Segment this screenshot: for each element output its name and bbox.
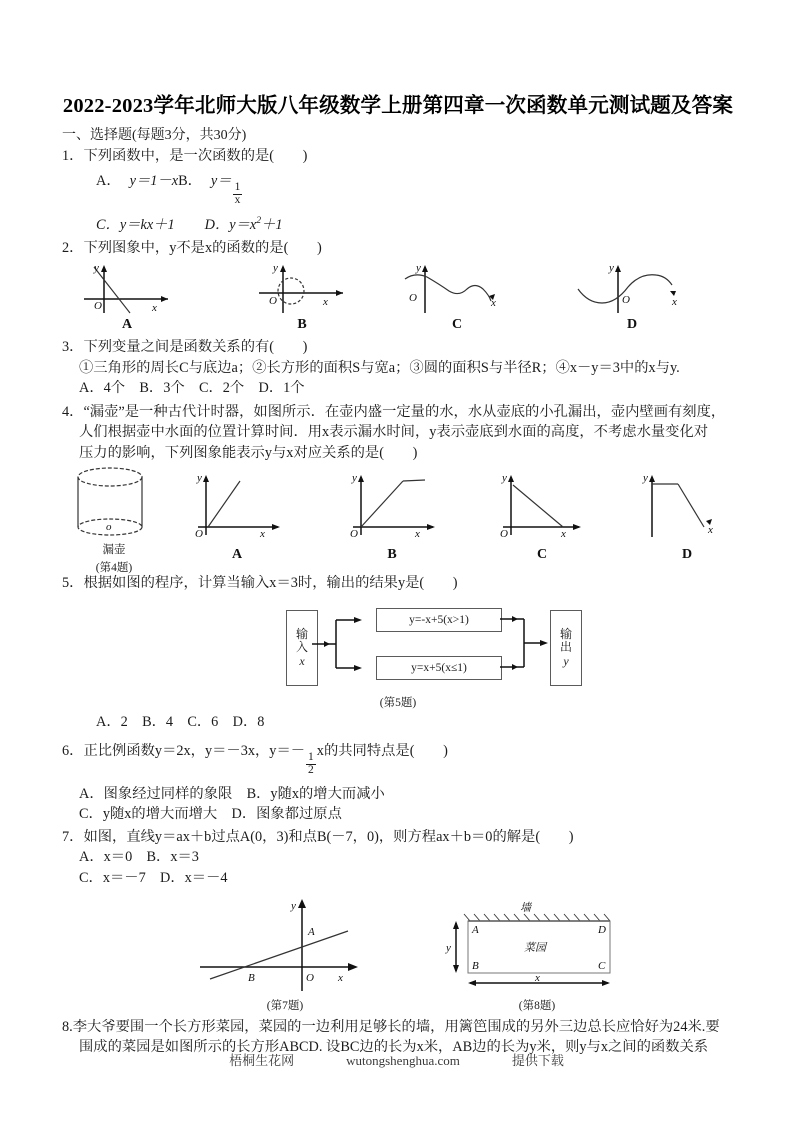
q7-point-b-label: B <box>248 971 255 984</box>
flow-output-char-2: 出 <box>559 640 572 655</box>
flow-output-char-3: y <box>563 653 569 668</box>
question-6-options-ab: A．图象经过同样的象限 B．y随x的增大而减小 <box>79 785 385 802</box>
q2a-origin-label: O <box>94 300 102 313</box>
q8-figure <box>442 899 793 995</box>
question-4-stem-line2: 人们根据壶中水面的位置计算时间．用x表示漏水时间，y表示壶底到水面的高度，不考虑水量变化对 <box>79 424 709 441</box>
q4b-origin-label: O <box>350 528 358 541</box>
q7-x-label: x <box>338 971 343 984</box>
q4-vessel-figure <box>62 465 166 543</box>
q2b-x-label: x <box>323 296 328 309</box>
question-7-options-cd: C．x＝－7 D．x＝－4 <box>79 870 228 887</box>
q6-frac-denominator: 2 <box>308 763 314 776</box>
q8-dim-y-label: y <box>446 941 451 954</box>
q1-opt-b-label: B． <box>178 173 202 190</box>
page-footer <box>0 1050 793 1069</box>
question-5-flowchart <box>62 598 734 710</box>
q4-figure-d <box>632 471 742 539</box>
flow-output-box <box>550 610 582 686</box>
q7-figure <box>190 895 380 995</box>
footer-site-name: 梧桐生花网 <box>229 1053 295 1068</box>
section-heading: 一、选择题(每题3分，共30分) <box>62 128 247 144</box>
page-title: 2022-2023学年北师大版八年级数学上册第四章一次函数单元测试题及答案 <box>62 95 734 117</box>
question-8-stem-line1: 8.李大爷要围一个长方形菜园，菜园的一边利用足够长的墙，用篱笆围成的另外三边总长应恰好为24米.要 <box>62 1018 720 1035</box>
q2c-y-label: y <box>416 262 421 275</box>
q4-vessel-caption: (第4题) <box>95 562 133 575</box>
q8-figure-caption: (第8题) <box>518 999 556 1012</box>
q4b-y-label: y <box>352 472 357 485</box>
q1-opt-b-expr: y＝ <box>210 173 232 190</box>
q4b-x-label: x <box>415 528 420 541</box>
q1-opt-b-fraction <box>233 182 243 207</box>
question-7-8-figure-row <box>62 895 734 1013</box>
q2-figure-c-label: C <box>451 317 463 333</box>
q4-figure-b <box>337 471 447 539</box>
question-4-figure-row <box>62 465 734 575</box>
flow-input-char-1: 输 <box>295 626 308 641</box>
question-6-stem <box>62 741 734 777</box>
question-5-stem: 5．根据如图的程序，计算当输入x＝3时，输出的结果y是( ) <box>62 575 458 592</box>
flow-branch-bottom-box: y=x+5(x≤1) <box>376 656 502 680</box>
q4c-y-label: y <box>502 472 507 485</box>
q6-stem-post: x的共同特点是( ) <box>316 742 448 759</box>
q2c-x-label: x <box>491 297 496 310</box>
q4a-origin-label: O <box>195 528 203 541</box>
q4d-y-label: y <box>643 472 648 485</box>
question-2-figure-row <box>62 261 734 333</box>
q6-fraction <box>306 752 316 777</box>
q4-figure-b-label: B <box>387 547 397 563</box>
q1-opt-d-exponent: 2 <box>256 215 262 227</box>
q2c-origin-label: O <box>409 292 417 305</box>
q4-figure-a <box>182 471 292 539</box>
q1-frac-denominator: x <box>234 194 241 207</box>
q7-point-a-label: A <box>308 925 315 938</box>
flow-input-char-3: x <box>299 653 305 668</box>
q1-opt-d-pre: D．y＝x <box>204 216 257 233</box>
q8-corner-a-label: A <box>472 923 479 936</box>
q8-corner-b-label: B <box>472 959 479 972</box>
q7-origin-label: O <box>306 971 314 984</box>
q4d-x-label: x <box>708 524 713 537</box>
question-7-options-ab: A．x＝0 B．x＝3 <box>79 849 199 866</box>
q4c-x-label: x <box>561 528 566 541</box>
q2d-origin-label: O <box>622 294 630 307</box>
q4-figure-c-label: C <box>536 547 548 563</box>
page-content <box>62 92 734 1058</box>
q1-opt-a-expr: y＝1－x <box>129 173 179 190</box>
q2a-x-label: x <box>152 302 157 315</box>
q2d-y-label: y <box>609 262 614 275</box>
q6-stem-pre: 6．正比例函数y＝2x，y＝－3x，y＝－ <box>62 742 306 759</box>
q4a-y-label: y <box>197 472 202 485</box>
question-1-options-row2 <box>62 214 734 235</box>
q2-figure-b <box>247 261 357 317</box>
q8-corner-d-label: D <box>598 923 606 936</box>
q2b-y-label: y <box>273 262 278 275</box>
q4-vessel-label: 漏壶 <box>102 544 126 557</box>
q8-wall-label: 墙 <box>520 901 531 914</box>
question-4-stem-line1: 4．“漏壶”是一种古代计时器，如图所示．在壶内盛一定量的水，水从壶底的小孔漏出，壶内壁画有刻度， <box>62 403 726 420</box>
q5-figure-caption: (第5题) <box>379 697 417 710</box>
q4a-x-label: x <box>260 528 265 541</box>
q4-figure-d-label: D <box>681 547 693 563</box>
q1-opt-c: C．y＝kx＋1 <box>96 216 175 233</box>
footer-action: 提供下载 <box>511 1053 564 1068</box>
q8-dim-x-label: x <box>535 971 540 984</box>
q2b-origin-label: O <box>269 295 277 308</box>
question-4-stem-line3: 压力的影响，下列图象能表示y与x对应关系的是( ) <box>79 444 418 461</box>
q2d-x-label: x <box>672 296 677 309</box>
q2-figure-a <box>72 261 182 317</box>
question-6-options-cd: C．y随x的增大而增大 D．图象都过原点 <box>79 806 342 823</box>
q2-figure-d <box>572 261 692 317</box>
q1-opt-d-post: ＋1 <box>261 216 283 233</box>
q6-frac-numerator: 1 <box>308 750 314 763</box>
q2-figure-c <box>397 261 517 317</box>
q8-inner-label: 菜园 <box>524 941 546 954</box>
q1-opt-d <box>205 217 283 233</box>
flow-branch-top-box: y=-x+5(x>1) <box>376 608 502 632</box>
question-1-options-row1 <box>62 171 734 207</box>
flow-output-char-1: 输 <box>559 626 572 641</box>
question-3-options: A．4个 B．3个 C．2个 D．1个 <box>79 380 305 397</box>
question-5-options: A．2 B．4 C．6 D．8 <box>96 714 265 731</box>
q1-frac-numerator: 1 <box>234 181 241 194</box>
q1-opt-a-label: A． <box>96 173 121 190</box>
q2-figure-a-label: A <box>121 317 133 333</box>
q2a-y-label: y <box>94 262 99 275</box>
question-1-stem: 1．下列函数中，是一次函数的是( ) <box>62 148 308 165</box>
q7-y-label: y <box>291 899 296 912</box>
question-7-stem: 7．如图，直线y＝ax＋b过点A(0，3)和点B(－7，0)，则方程ax＋b＝0的解是( ) <box>62 828 574 845</box>
q2-figure-b-label: B <box>297 317 307 333</box>
q2-figure-d-label: D <box>626 317 638 333</box>
svg-text:o: o <box>106 521 112 534</box>
q7-figure-caption: (第7题) <box>266 999 304 1012</box>
question-3-stem: 3．下列变量之间是函数关系的有( ) <box>62 339 308 356</box>
question-3-items: ①三角形的周长C与底边a；②长方形的面积S与宽a；③圆的面积S与半径R；④x－y＝3中的x与y. <box>79 359 680 376</box>
q4-figure-c <box>487 471 597 539</box>
question-8-stem-line2: 围成的菜园是如图所示的长方形ABCD. 设BC边的长为x米，AB边的长为y米，则y与x之间的函数关系 <box>79 1039 709 1056</box>
footer-url: wutongshenghua.com <box>346 1053 460 1068</box>
flow-input-char-2: 入 <box>295 640 308 655</box>
question-2-stem: 2．下列图象中，y不是x的函数的是( ) <box>62 240 322 257</box>
q8-corner-c-label: C <box>598 959 606 972</box>
q4c-origin-label: O <box>500 528 508 541</box>
q4-figure-a-label: A <box>231 547 243 563</box>
